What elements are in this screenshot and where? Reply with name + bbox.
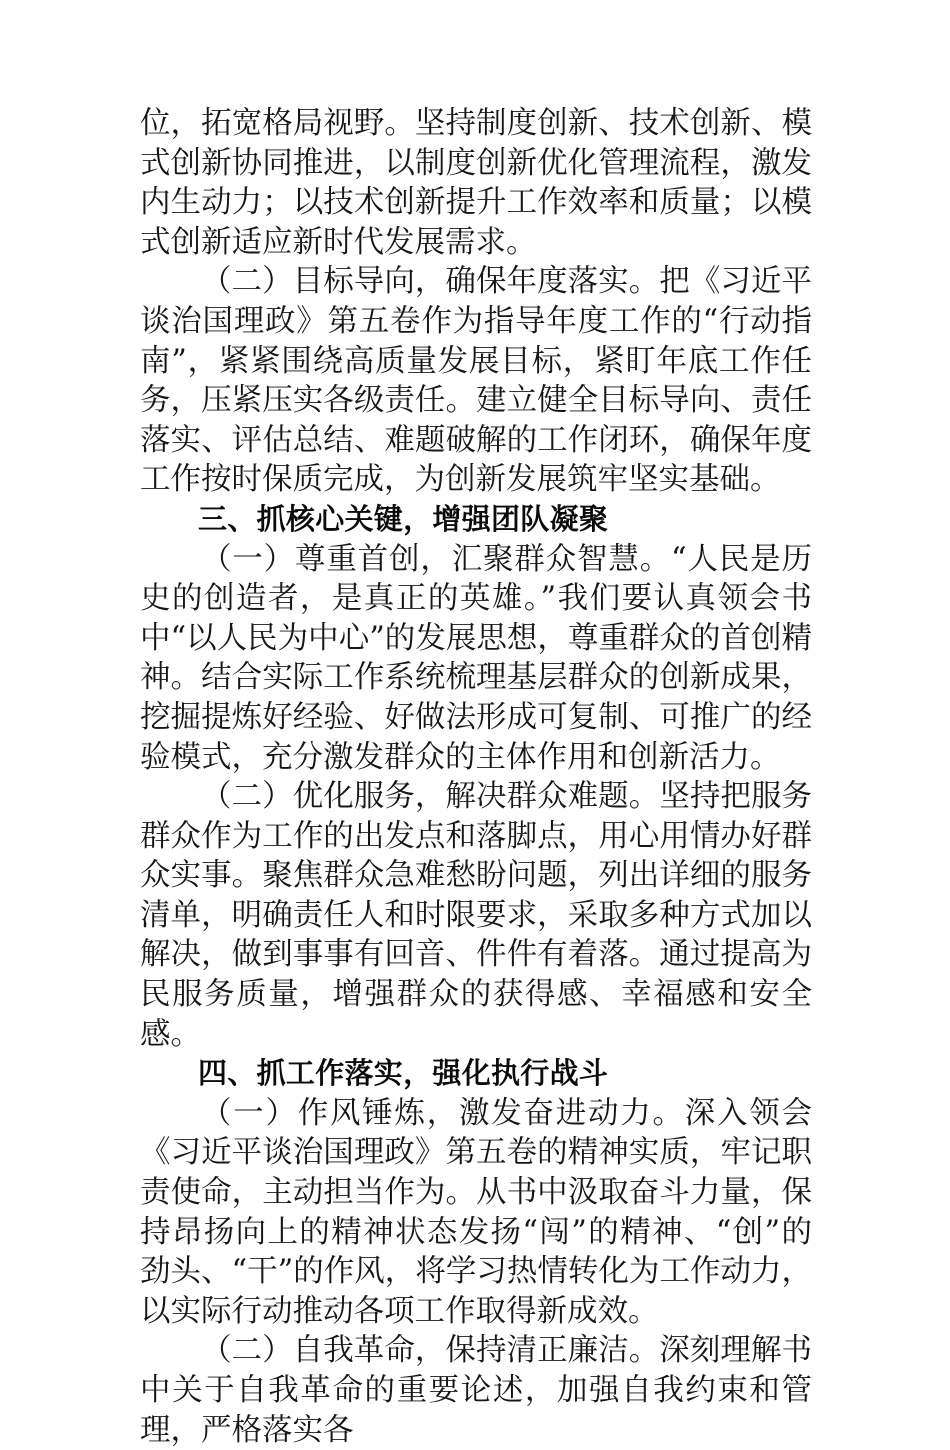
paragraph-3-1-respect-pioneering: （一）尊重首创，汇聚群众智慧。“人民是历史的创造者，是真正的英雄。”我们要认真领会书中“以人民为中心”的发展思想，尊重群众的首创精神。结合实际工作系统梳理基层群众的创新成果，挖掘提炼好经验、好做法形成可复制、可推广的经验模式，充分激发群众的主体作用和创新活力。 bbox=[140, 541, 812, 775]
paragraph-3-2-optimize-service: （二）优化服务，解决群众难题。坚持把服务群众作为工作的出发点和落脚点，用心用情办好群众实事。聚焦群众急难愁盼问题，列出详细的服务清单，明确责任人和时限要求，采取多种方式加以解决，做到事事有回音、件件有着落。通过提高为民服务质量，增强群众的获得感、幸福感和安全感。 bbox=[140, 779, 812, 1052]
document-text-column bbox=[140, 104, 812, 1450]
paragraph-4-2-self-revolution: （二）自我革命，保持清正廉洁。深刻理解书中关于自我革命的重要论述，加强自我约束和管理，严格落实各 bbox=[140, 1333, 812, 1448]
heading-section-three: 三、抓核心关键，增强团队凝聚 bbox=[198, 501, 609, 536]
paragraph-continued-innovation: 位，拓宽格局视野。坚持制度创新、技术创新、模式创新协同推进，以制度创新优化管理流程，激发内生动力；以技术创新提升工作效率和质量；以模式创新适应新时代发展需求。 bbox=[140, 106, 812, 260]
paragraph-4-1-work-style: （一）作风锤炼，激发奋进动力。深入领会《习近平谈治国理政》第五卷的精神实质，牢记职责使命，主动担当作为。从书中汲取奋斗力量，保持昂扬向上的精神状态发扬“闯”的精神、“创”的劲头、“干”的作风，将学习热情转化为工作动力，以实际行动推动各项工作取得新成效。 bbox=[140, 1095, 812, 1329]
paragraph-2-2-goal-orientation: （二）目标导向，确保年度落实。把《习近平谈治国理政》第五卷作为指导年度工作的“行动指南”，紧紧围绕高质量发展目标，紧盯年底工作任务，压紧压实各级责任。建立健全目标导向、责任落实、评估总结、难题破解的工作闭环，确保年度工作按时保质完成，为创新发展筑牢坚实基础。 bbox=[140, 264, 812, 498]
heading-section-four: 四、抓工作落实，强化执行战斗 bbox=[198, 1056, 609, 1091]
